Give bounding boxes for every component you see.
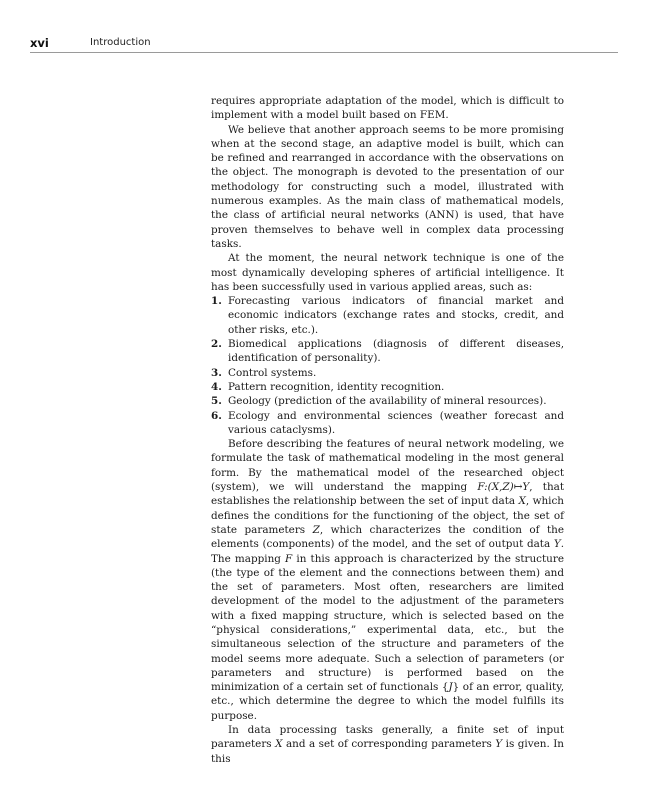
list-item: 6. Ecology and environmental sciences (weather forecast and various cataclysms). (211, 409, 564, 436)
body-text (211, 94, 564, 766)
list-item: 2. Biomedical applications (diagnosis of different diseases, identification of personality). (211, 338, 564, 365)
list-item: 1. Forecasting various indicators of financial market and economic indicators (exchange rates and stocks, credit, and other risks, etc.). (211, 295, 564, 336)
paragraph-modeling: Before describing the features of neural network modeling, we formulate the task of mathematical modeling in the most general form. By the mathematical model of the researched object (system), we will understand the mapping F:(X,Z)↦Y, that establishes the relationship between the set of input data X, which defines the conditions for the functioning of the object, the set of state parameters Z, which characterizes the condition of the elements (components) of the model, and the set of output data Y. The mapping F in this approach is characterized by the structure (the type of the element and the connections between them) and the set of parameters. Most often, researchers are limited development of the model to the adjustment of the parameters with a fixed mapping structure, which is selected based on the “physical considerations,” experimental data, etc., but the simultaneous selection of the structure and parameters of the model seems more adequate. Such a selection of parameters (or parameters and structure) is performed based on the minimization of a certain set of functionals {J} of an error, quality, etc., which determine the degree to which the model fulfills its purpose. (211, 438, 565, 722)
list-item: 3. Control systems. (211, 366, 317, 379)
paragraph-continued: requires appropriate adaptation of the model, which is difficult to implement with a model built based on FEM. (211, 95, 564, 122)
running-head (30, 36, 618, 53)
paragraph-approach: We believe that another approach seems to be more promising when at the second stage, an adaptive model is built, which can be refined and rearranged in accordance with the observations on the object. The monograph is devoted to the presentation of our methodology for constructing such a model, illustrated with numerous examples. As the main class of mathematical models, the class of artificial neural networks (ANN) is used, that have proven themselves to behave well in complex data processing tasks. (211, 123, 564, 250)
mapping-formula: F:(X,Z)↦Y (477, 481, 530, 494)
section-title: Introduction (90, 37, 151, 48)
page-number: xvi (30, 36, 49, 50)
paragraph-data-processing: In data processing tasks generally, a finite set of input parameters X and a set of corresponding parameters Y is given. In this (211, 724, 565, 765)
applications-list (211, 294, 564, 437)
paragraph-neural-network: At the moment, the neural network technique is one of the most dynamically developing spheres of artificial intelligence. It has been successfully used in various applied areas, such as: (211, 252, 564, 293)
list-item: 5. Geology (prediction of the availability of mineral resources). (211, 395, 547, 408)
list-item: 4. Pattern recognition, identity recognition. (211, 380, 445, 393)
